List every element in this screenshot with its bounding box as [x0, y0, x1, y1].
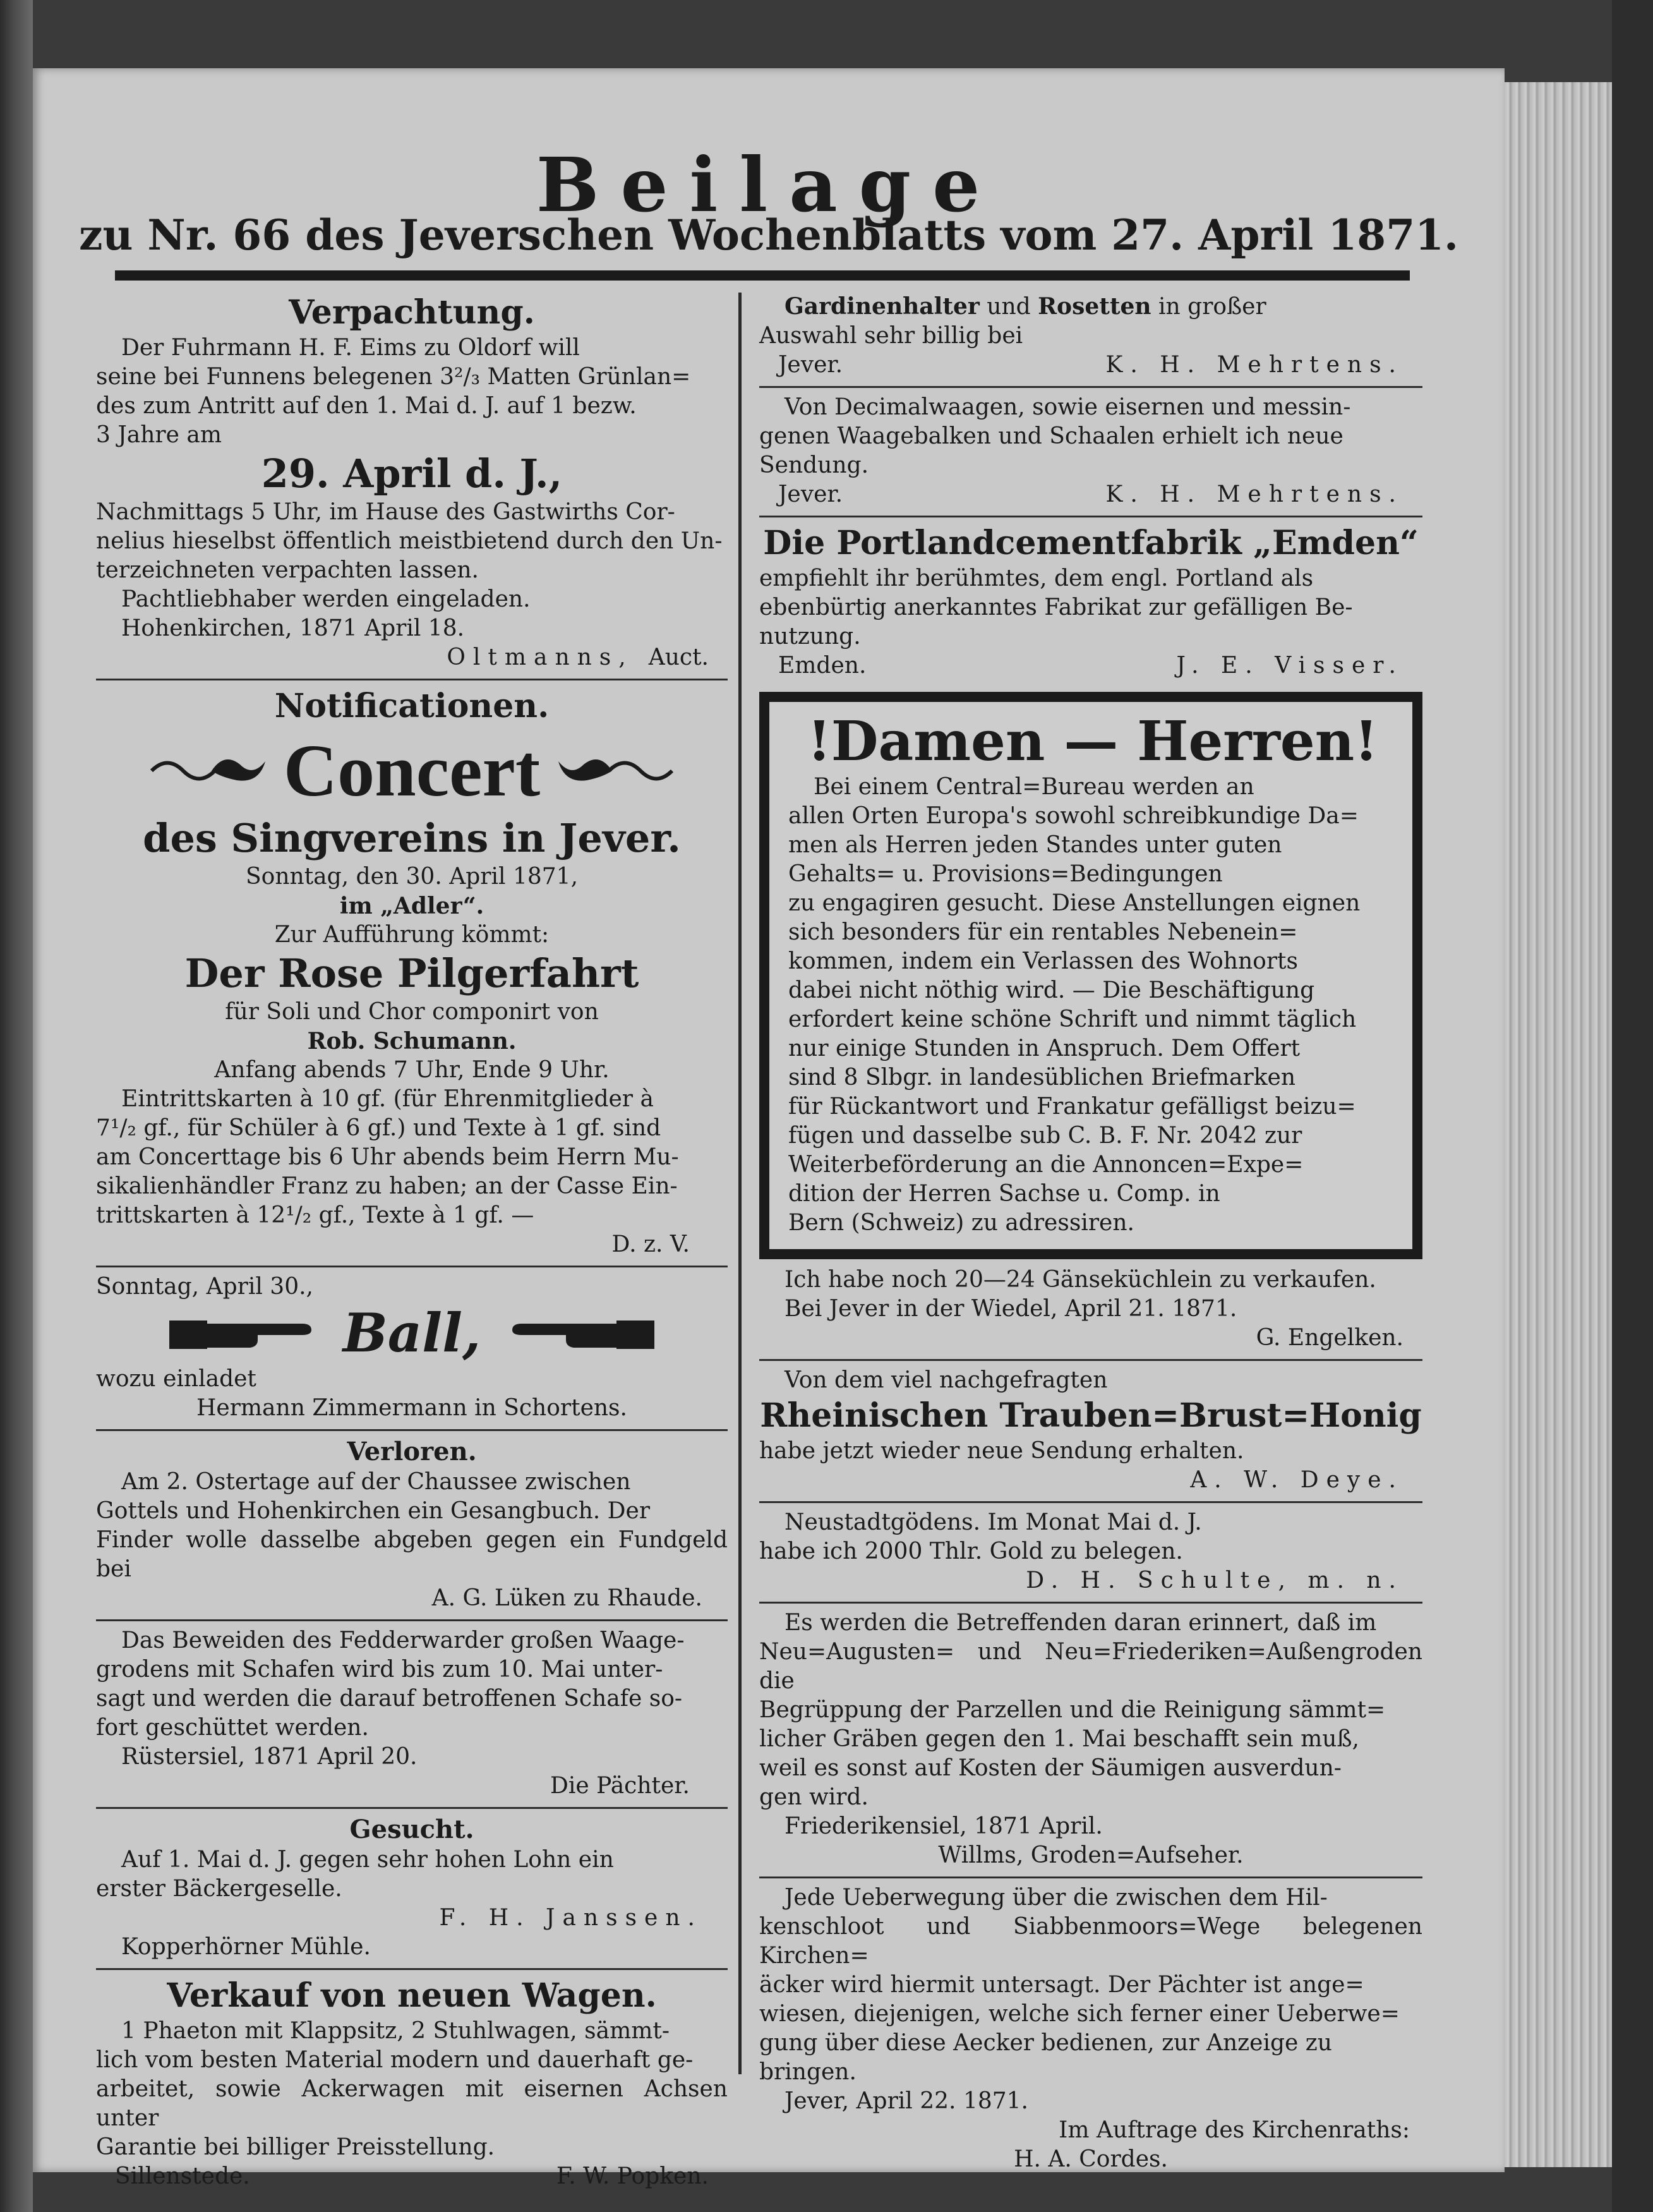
ad-beweiden — [96, 1625, 728, 1803]
ad-heading: Gesucht. — [349, 1815, 474, 1844]
ad-line: erster Bäckergeselle. — [96, 1876, 342, 1902]
ad-line: Begrüppung der Parzellen und die Reinigung sämmt= — [759, 1697, 1386, 1723]
concert-line: sikalienhändler Franz zu haben; an der Casse Ein- — [96, 1173, 678, 1199]
ad-line: Kopperhörner Mühle. — [121, 1934, 371, 1960]
ad-line: Auswahl sehr billig bei — [759, 323, 1023, 349]
ad-line: Finder wolle dasselbe abgeben gegen ein Fundgeld bei — [96, 1527, 728, 1582]
concert-date: Sonntag, den 30. April 1871, — [245, 864, 579, 890]
ad-line: dabei nicht nöthig wird. — Die Beschäftigung — [788, 977, 1315, 1003]
ad-line: Sendung. — [759, 452, 869, 478]
ad-date: 29. April d. J., — [261, 450, 563, 497]
signature-name: K. H. Mehrtens. — [1105, 481, 1404, 507]
ad-line: ebenbürtig anerkanntes Fabrikat zur gefälligen Be- — [759, 595, 1353, 620]
ad-line: dition der Herren Sachse u. Comp. in — [788, 1181, 1220, 1207]
ad-gardinenhalter — [759, 291, 1422, 382]
ad-signature: A. W. Deye. — [1190, 1467, 1404, 1493]
ball-banner — [96, 1304, 728, 1362]
ad-line: nutzung. — [759, 624, 861, 650]
ad-gaensekuechlein — [759, 1264, 1422, 1355]
ad-line: terzeichneten verpachten lassen. — [96, 557, 479, 583]
ad-separator — [96, 679, 728, 680]
ad-line: Das Beweiden des Fedderwarder großen Waage- — [121, 1628, 685, 1653]
ad-signature — [759, 480, 1422, 509]
ad-separator — [759, 386, 1422, 388]
ad-line: nur einige Stunden in Anspruch. Dem Offert — [788, 1036, 1301, 1061]
ad-separator — [759, 1359, 1422, 1361]
ad-gold — [759, 1507, 1422, 1598]
ad-heading: Verkauf von neuen Wagen. — [167, 1976, 657, 2015]
ad-line: genen Waagebalken und Schaalen erhielt ich neue — [759, 423, 1343, 449]
ad-line: Ich habe noch 20—24 Gänseküchlein zu verkaufen. — [784, 1267, 1376, 1293]
ad-separator — [96, 1619, 728, 1621]
ornament-right-icon — [555, 749, 675, 793]
ad-line: Pachtliebhaber werden eingeladen. — [121, 586, 531, 612]
ad-separator — [759, 516, 1422, 517]
ad-notificationen — [96, 684, 728, 1262]
ad-line: Sonntag, April 30., — [96, 1274, 313, 1300]
ad-line: für Rückantwort und Frankatur gefälligst beizu= — [788, 1094, 1356, 1120]
ad-word: in großer — [1158, 294, 1266, 320]
concert-line: Zur Aufführung kömmt: — [274, 922, 550, 948]
ad-line: fügen und dasselbe sub C. B. F. Nr. 2042 zur — [788, 1123, 1302, 1149]
ad-separator — [759, 1877, 1422, 1878]
ad-line: Der Fuhrmann H. F. Eims zu Oldorf will — [121, 335, 580, 361]
ad-line: Weiterbeförderung an die Annoncen=Expe= — [788, 1152, 1304, 1178]
ad-line: Bei Jever in der Wiedel, April 21. 1871. — [784, 1296, 1237, 1322]
book-spine-edge — [0, 0, 33, 2212]
right-column — [759, 291, 1422, 2177]
ad-brusthonig — [759, 1365, 1422, 1497]
ad-line: Bern (Schweiz) zu adressiren. — [788, 1210, 1134, 1236]
ad-signature: Hermann Zimmermann in Schortens. — [196, 1395, 627, 1421]
ad-line: Am 2. Ostertage auf der Chaussee zwischen — [121, 1469, 631, 1495]
ad-separator — [96, 1429, 728, 1431]
masthead-title: Beilage — [536, 141, 1002, 229]
ad-verpachtung — [96, 291, 728, 675]
ad-line: Von dem viel nachgefragten — [784, 1367, 1108, 1393]
ad-line: des zum Antritt auf den 1. Mai d. J. auf 1 bezw. — [96, 393, 637, 419]
ad-line: gung über diese Aecker bedienen, zur Anzeige zu — [759, 2030, 1332, 2056]
ad-separator — [96, 1807, 728, 1809]
ad-line: Hohenkirchen, 1871 April 18. — [121, 615, 465, 641]
ad-heading: Verloren. — [347, 1437, 477, 1466]
ad-line — [759, 292, 1422, 322]
pointing-hand-left-icon — [506, 1305, 658, 1362]
ad-line: wiesen, diejenigen, welche sich ferner einer Ueberwe= — [759, 2001, 1400, 2027]
ad-line: Friederikensiel, 1871 April. — [784, 1813, 1103, 1839]
ad-line: wozu einladet — [96, 1366, 256, 1392]
concert-venue: im „Adler“. — [339, 893, 484, 919]
concert-line: für Soli und Chor componirt von — [225, 999, 599, 1025]
ad-signature — [96, 643, 728, 672]
concert-work: Der Rose Pilgerfahrt — [184, 950, 639, 996]
ad-line: Rüstersiel, 1871 April 20. — [121, 1744, 418, 1770]
ad-decimalwaagen — [759, 392, 1422, 512]
signature-place: Sillenstede. — [115, 2163, 250, 2189]
ad-verloren — [96, 1435, 728, 1616]
masthead-rule — [115, 270, 1410, 281]
signature-place: Jever. — [778, 352, 843, 378]
ad-separator — [96, 1266, 728, 1267]
ad-line: sagt und werden die darauf betroffenen Schafe so- — [96, 1686, 683, 1712]
ad-line: erfordert keine schöne Schrift und nimmt täglich — [788, 1006, 1357, 1032]
ad-line: gen wird. — [759, 1784, 869, 1810]
ornament-left-icon — [148, 749, 268, 793]
concert-line: Anfang abends 7 Uhr, Ende 9 Uhr. — [214, 1057, 610, 1083]
ad-line: weil es sonst auf Kosten der Säumigen ausverdun- — [759, 1755, 1342, 1781]
signature-place: Emden. — [778, 653, 867, 679]
ad-line: 1 Phaeton mit Klappsitz, 2 Stuhlwagen, sämmt- — [121, 2018, 670, 2044]
column-divider — [738, 293, 742, 2074]
ad-graeben — [759, 1607, 1422, 1873]
ad-signature: A. G. Lüken zu Rhaude. — [431, 1585, 702, 1611]
ad-line: grodens mit Schafen wird bis zum 10. Mai unter- — [96, 1657, 663, 1683]
ad-word: und — [987, 294, 1031, 320]
ad-line: Im Auftrage des Kirchenraths: — [1059, 2117, 1410, 2143]
ad-gesucht — [96, 1813, 728, 1964]
signature-name: Oltmanns, — [447, 644, 634, 670]
masthead-subtitle: zu Nr. 66 des Jeverschen Wochenblatts vom 27. April 1871. — [78, 210, 1459, 260]
ad-portlandcement — [759, 521, 1422, 683]
concert-title: Concert — [283, 729, 541, 812]
ad-line: fort geschüttet werden. — [96, 1715, 369, 1741]
ad-heading: Die Portlandcementfabrik „Emden“ — [763, 524, 1419, 562]
ad-line: sind 8 Slbgr. in landesüblichen Briefmarken — [788, 1065, 1296, 1091]
ad-line: bringen. — [759, 2059, 857, 2085]
ad-line: kenschloot und Siabbenmoors=Wege belegenen Kirchen= — [759, 1914, 1422, 1969]
ad-signature: F. H. Janssen. — [439, 1905, 702, 1931]
ad-line: Jede Ueberwegung über die zwischen dem Hil- — [784, 1885, 1328, 1911]
ad-line: habe ich 2000 Thlr. Gold zu belegen. — [759, 1538, 1183, 1564]
left-column — [96, 291, 728, 2194]
ad-line: Nachmittags 5 Uhr, im Hause des Gastwirths Cor- — [96, 499, 675, 525]
ad-line: empfiehlt ihr berühmtes, dem engl. Portland als — [759, 565, 1314, 591]
ad-line: sich besonders für ein rentables Nebenein= — [788, 919, 1298, 945]
concert-banner — [96, 731, 728, 811]
ad-line: men als Herren jeden Standes unter guten — [788, 832, 1282, 858]
concert-line: am Concerttage bis 6 Uhr abends beim Herrn Mu- — [96, 1144, 679, 1170]
ad-wagen — [96, 1974, 728, 2194]
ad-line: äcker wird hiermit untersagt. Der Pächter ist ange= — [759, 1972, 1364, 1998]
ad-signature: Die Pächter. — [550, 1773, 690, 1799]
ad-line: nelius hieselbst öffentlich meistbietend durch den Un- — [96, 528, 723, 554]
section-heading: Notificationen. — [274, 687, 550, 725]
ad-signature: Willms, Groden=Aufseher. — [938, 1842, 1244, 1868]
concert-line: 7¹/₂ gf., für Schüler à 6 gf.) und Texte à 1 gf. sind — [96, 1115, 661, 1141]
ad-signature: G. Engelken. — [1256, 1325, 1404, 1351]
ad-line: lich vom besten Material modern und dauerhaft ge- — [96, 2047, 694, 2073]
concert-composer: Rob. Schumann. — [307, 1028, 517, 1055]
scan-background-right — [1612, 0, 1653, 2212]
ad-line: allen Orten Europa's sowohl schreibkundige Da= — [788, 803, 1359, 829]
ad-signature: D. H. Schulte, m. n. — [1026, 1568, 1404, 1593]
ad-signature — [759, 651, 1422, 680]
ad-signature — [96, 2162, 728, 2191]
ball-title: Ball, — [342, 1302, 481, 1364]
ad-line: Gehalts= u. Provisions=Bedingungen — [788, 861, 1223, 887]
ad-line: kommen, indem ein Verlassen des Wohnorts — [788, 948, 1298, 974]
signature-place: Jever. — [778, 481, 843, 507]
signature-title: Auct. — [648, 644, 709, 670]
ad-keyword: Gardinenhalter — [784, 293, 980, 320]
ad-damen-herren-box — [759, 692, 1422, 1259]
ad-separator — [759, 1501, 1422, 1503]
ad-signature — [759, 351, 1422, 380]
ad-line: Es werden die Betreffenden daran erinnert, daß im — [784, 1610, 1377, 1636]
ad-keyword: Rosetten — [1038, 293, 1151, 320]
signature-name: K. H. Mehrtens. — [1105, 352, 1404, 378]
ad-line: arbeitet, sowie Ackerwagen mit eisernen Achsen unter — [96, 2076, 728, 2131]
ad-line: Auf 1. Mai d. J. gegen sehr hohen Lohn ein — [121, 1847, 614, 1873]
ad-line: zu engagiren gesucht. Diese Anstellungen eignen — [788, 890, 1361, 916]
ad-line: Von Decimalwaagen, sowie eisernen und messin- — [784, 394, 1351, 420]
ad-separator — [759, 1602, 1422, 1604]
ad-line: Gottels und Hohenkirchen ein Gesangbuch. Der — [96, 1498, 651, 1524]
ad-line: habe jetzt wieder neue Sendung erhalten. — [759, 1438, 1244, 1464]
signature-name: F. W. Popken. — [556, 2163, 709, 2189]
ad-heading: Verpachtung. — [289, 293, 535, 332]
ad-line: Neu=Augusten= und Neu=Friederiken=Außengroden die — [759, 1639, 1422, 1694]
concert-line: trittskarten à 12¹/₂ gf., Texte à 1 gf. — — [96, 1202, 534, 1228]
concert-line: Eintrittskarten à 10 gf. (für Ehrenmitglieder à — [121, 1086, 654, 1112]
page-stack-edge — [1505, 82, 1612, 2167]
ad-line: Bei einem Central=Bureau werden an — [814, 774, 1254, 800]
ad-heading: !Damen — Herren! — [807, 710, 1378, 773]
signature-name: J. E. Visser. — [1176, 653, 1404, 679]
concert-host: des Singvereins in Jever. — [143, 815, 681, 861]
ad-ball — [96, 1271, 728, 1425]
ad-line: Garantie bei billiger Preisstellung. — [96, 2134, 495, 2160]
newspaper-page — [33, 68, 1505, 2189]
ad-line: Jever, April 22. 1871. — [784, 2088, 1028, 2114]
ad-line: seine bei Funnens belegenen 3²/₃ Matten Grünlan= — [96, 364, 691, 390]
pointing-hand-right-icon — [166, 1305, 318, 1362]
ad-line: 3 Jahre am — [96, 422, 222, 448]
ad-signature: H. A. Cordes. — [1014, 2146, 1168, 2172]
ad-heading: Rheinischen Trauben=Brust=Honig — [760, 1396, 1422, 1435]
ad-line: Neustadtgödens. Im Monat Mai d. J. — [784, 1509, 1202, 1535]
ad-signature: D. z. V. — [611, 1231, 690, 1257]
ad-ueberwegung — [759, 1882, 1422, 2177]
ad-separator — [96, 1968, 728, 1970]
ad-line: licher Gräben gegen den 1. Mai beschafft sein muß, — [759, 1726, 1359, 1752]
